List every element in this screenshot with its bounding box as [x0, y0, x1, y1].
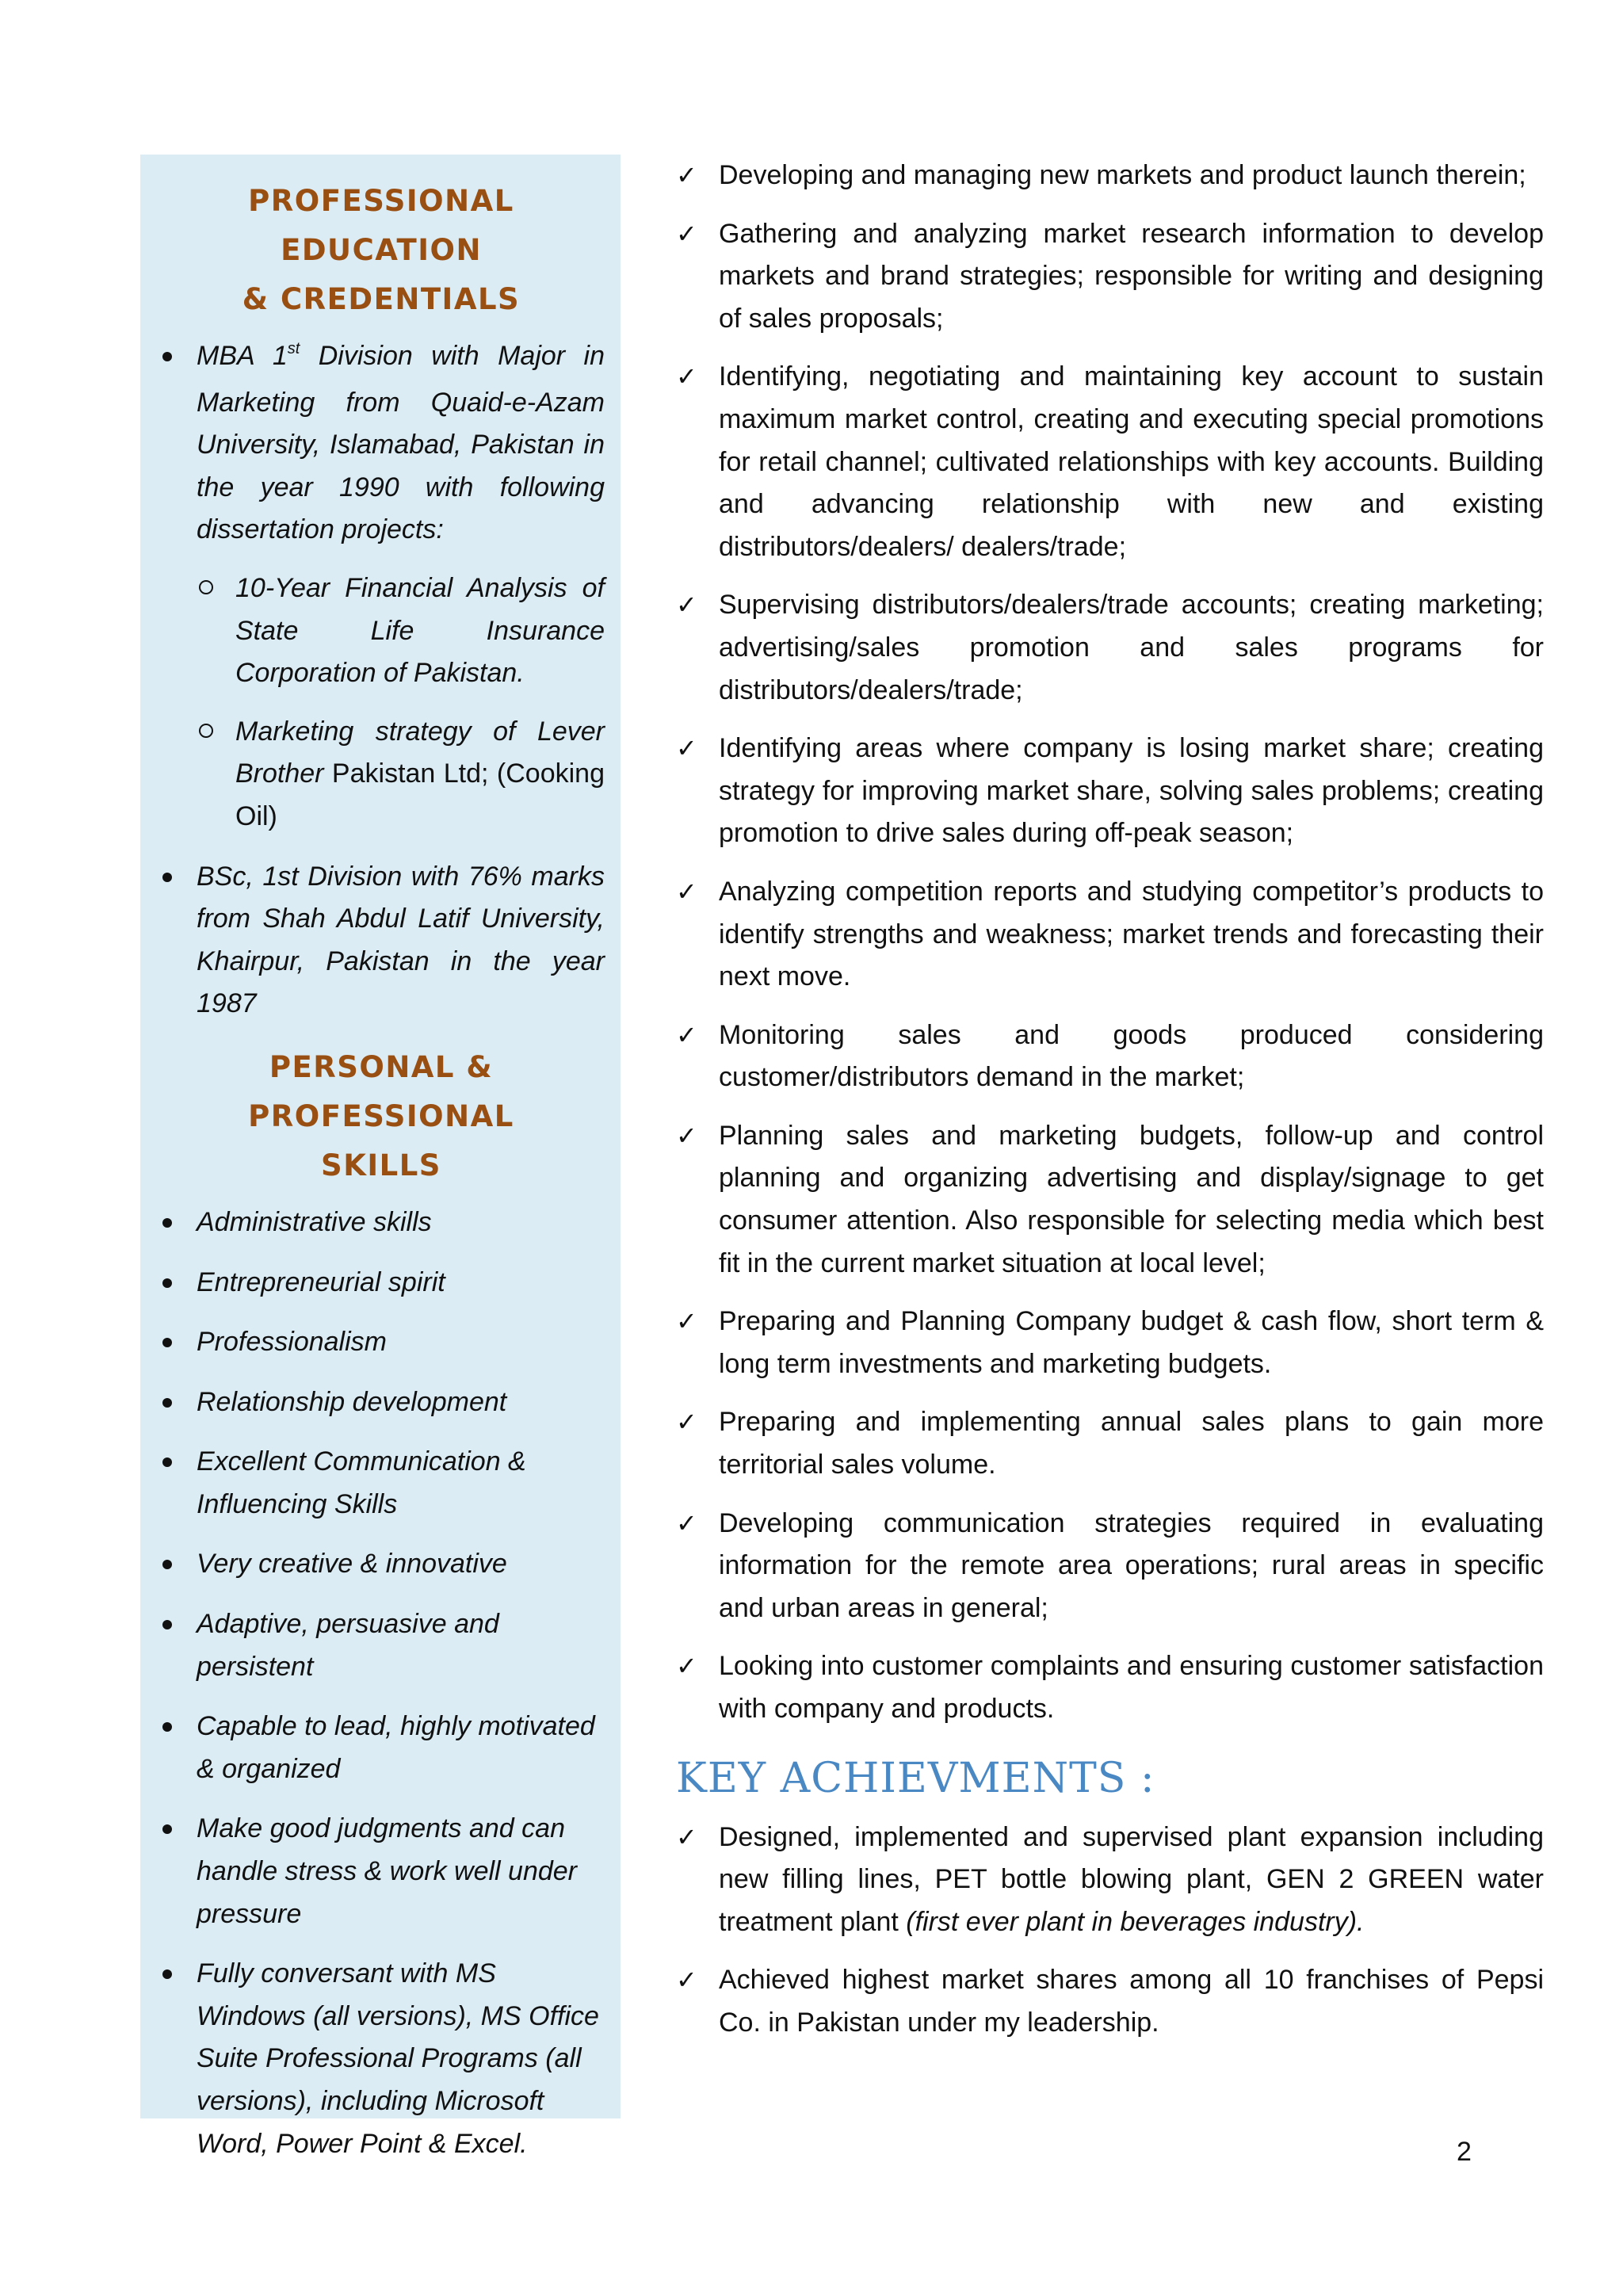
check-icon: ✓ [676, 1965, 697, 1996]
main-column [676, 155, 1544, 2061]
dissertation-list [197, 567, 605, 839]
check-icon: ✓ [676, 1821, 697, 1852]
achievement-text: Achieved highest market shares among all 10 franchises of Pepsi Co. in Pakistan under my leadership. [719, 1965, 1544, 2038]
dissertation-item [197, 567, 605, 695]
check-icon: ✓ [676, 1407, 697, 1438]
skill-item [158, 1808, 605, 1935]
skills-heading-line2: SKILLS [321, 1148, 441, 1182]
skill-text: Capable to lead, highly motivated & organized [197, 1711, 595, 1784]
responsibility-text: Monitoring sales and goods produced considering customer/distributors demand in the market; [719, 1019, 1544, 1093]
skill-text: Very creative & innovative [197, 1549, 507, 1580]
bsc-text: BSc, 1st Division with 76% marks from Shah Abdul Latif University, Khairpur, Pakistan in the year 1987 [197, 861, 605, 1019]
skill-text: Entrepreneurial spirit [197, 1266, 445, 1297]
achievement-item [676, 1959, 1544, 2044]
responsibility-text: Looking into customer complaints and ensuring customer satisfaction with company and products. [719, 1651, 1544, 1724]
skill-item [158, 1321, 605, 1364]
responsibility-text: Developing and managing new markets and product launch therein; [719, 160, 1526, 190]
responsibility-text: Supervising distributors/dealers/trade accounts; creating marketing; advertising/sales promotion and sales programs for distributors/dealers/trade; [719, 590, 1544, 705]
check-icon: ✓ [676, 1651, 697, 1682]
check-icon: ✓ [676, 590, 697, 621]
achievement-text: Designed, implemented and supervised plant expansion including new filling lines, PET bottle blowing plant, GEN 2 GREEN water treatment plant [719, 1821, 1544, 1937]
skill-item [158, 1441, 605, 1526]
check-icon: ✓ [676, 361, 697, 392]
education-heading [158, 177, 605, 324]
bullet-dot-icon [162, 352, 172, 361]
skill-text: Fully conversant with MS Windows (all versions), MS Office Suite Professional Programs (all versions), including Microsoft Word, Power Point & Excel. [197, 1958, 599, 2159]
check-icon: ✓ [676, 1507, 697, 1538]
skills-list [158, 1201, 605, 2165]
bullet-dot-icon [162, 1722, 172, 1732]
bullet-dot-icon [162, 1338, 172, 1347]
skills-heading-line1: PERSONAL & PROFESSIONAL [248, 1049, 514, 1133]
bullet-dot-icon [162, 1560, 172, 1569]
skill-item [158, 1262, 605, 1305]
responsibility-item [676, 871, 1544, 999]
skill-item [158, 1543, 605, 1586]
achievements-list [676, 1817, 1544, 2045]
skill-item [158, 1381, 605, 1424]
responsibility-text: Preparing and implementing annual sales plans to gain more territorial sales volume. [719, 1407, 1544, 1480]
page-number: 2 [1457, 2137, 1472, 2167]
skill-text: Administrative skills [197, 1206, 432, 1237]
sidebar-panel [140, 155, 621, 2159]
dissertation-text: 10-Year Financial Analysis of State Life Insurance Corporation of Pakistan. [235, 572, 605, 689]
circle-bullet-icon [199, 580, 213, 594]
responsibility-text: Planning sales and marketing budgets, follow-up and control planning and organizing advertising and display/signage to get consumer attention. Also responsible for selecting media which best fit in the current market situation at local level; [719, 1120, 1544, 1278]
responsibility-text: Gathering and analyzing market research information to develop markets and brand strategies; responsible for writing and designing of sales proposals; [719, 218, 1544, 334]
responsibility-item [676, 1645, 1544, 1730]
bullet-dot-icon [162, 1969, 172, 1979]
responsibility-item [676, 1115, 1544, 1285]
check-icon: ✓ [676, 218, 697, 249]
education-item-mba [158, 335, 605, 839]
responsibilities-list [676, 155, 1544, 1731]
education-list [158, 335, 605, 1026]
responsibility-item [676, 356, 1544, 568]
responsibility-item [676, 1301, 1544, 1385]
skill-text: Make good judgments and can handle stress & work well under pressure [197, 1813, 578, 1929]
responsibility-item [676, 1503, 1544, 1630]
responsibility-text: Preparing and Planning Company budget & cash flow, short term & long term investments and marketing budgets. [719, 1306, 1544, 1379]
skills-heading [158, 1043, 605, 1190]
skill-item [158, 1603, 605, 1688]
skill-text: Professionalism [197, 1327, 387, 1358]
responsibility-text: Developing communication strategies required in evaluating information for the remote area operations; rural areas in specific and urban areas in general; [719, 1507, 1544, 1623]
responsibility-text: Identifying, negotiating and maintaining key account to sustain maximum market control, creating and executing special promotions for retail channel; cultivated relationships with key accounts. Building and advancing relationship with new and existing distributors/dealers/ dealers/trade; [719, 361, 1544, 562]
responsibility-text: Analyzing competition reports and studying competitor’s products to identify strengths and weakness; market trends and forecasting their next move. [719, 876, 1544, 992]
achievement-item [676, 1817, 1544, 1944]
skill-item [158, 1953, 605, 2165]
responsibility-text: Identifying areas where company is losing market share; creating strategy for improving market share, solving sales problems; creating promotion to drive sales during off-peak season; [719, 733, 1544, 849]
responsibility-item [676, 213, 1544, 341]
education-item-bsc [158, 856, 605, 1026]
skill-item [158, 1201, 605, 1244]
achievement-italic-text: (first ever plant in beverages industry). [906, 1906, 1365, 1937]
skill-text: Relationship development [197, 1386, 507, 1417]
bullet-dot-icon [162, 873, 172, 882]
key-achievements-heading: KEY ACHIEVMENTS : [676, 1754, 1155, 1802]
skill-item [158, 1706, 605, 1790]
education-heading-line2: & CREDENTIALS [242, 282, 521, 316]
bullet-dot-icon [162, 1218, 172, 1228]
mba-text: Division with Major in Marketing from Quaid-e-Azam University, Islamabad, Pakistan in the year 1990 with following dissertation projects: [197, 341, 605, 545]
check-icon: ✓ [676, 733, 697, 764]
bullet-dot-icon [162, 1398, 172, 1408]
responsibility-item [676, 1401, 1544, 1486]
dissertation-text-tail: Pakistan Ltd; (Cooking Oil) [235, 758, 605, 831]
responsibility-item [676, 1014, 1544, 1099]
bullet-dot-icon [162, 1824, 172, 1834]
dissertation-text: Marketing strategy of Lever Brother [235, 716, 605, 789]
responsibility-item [676, 155, 1544, 197]
check-icon: ✓ [676, 1019, 697, 1050]
check-icon: ✓ [676, 1306, 697, 1337]
responsibility-item [676, 728, 1544, 855]
dissertation-item [197, 711, 605, 839]
bullet-dot-icon [162, 1620, 172, 1629]
bullet-dot-icon [162, 1278, 172, 1288]
check-icon: ✓ [676, 1120, 697, 1151]
mba-superscript: st [287, 340, 300, 357]
skill-text: Adaptive, persuasive and persistent [197, 1609, 499, 1682]
bullet-dot-icon [162, 1457, 172, 1467]
check-icon: ✓ [676, 160, 697, 190]
circle-bullet-icon [199, 724, 213, 738]
education-heading-line1: PROFESSIONAL EDUCATION [248, 184, 514, 267]
mba-prefix: MBA 1 [197, 341, 288, 371]
skill-text: Excellent Communication & Influencing Skills [197, 1446, 526, 1519]
responsibility-item [676, 584, 1544, 712]
check-icon: ✓ [676, 876, 697, 907]
